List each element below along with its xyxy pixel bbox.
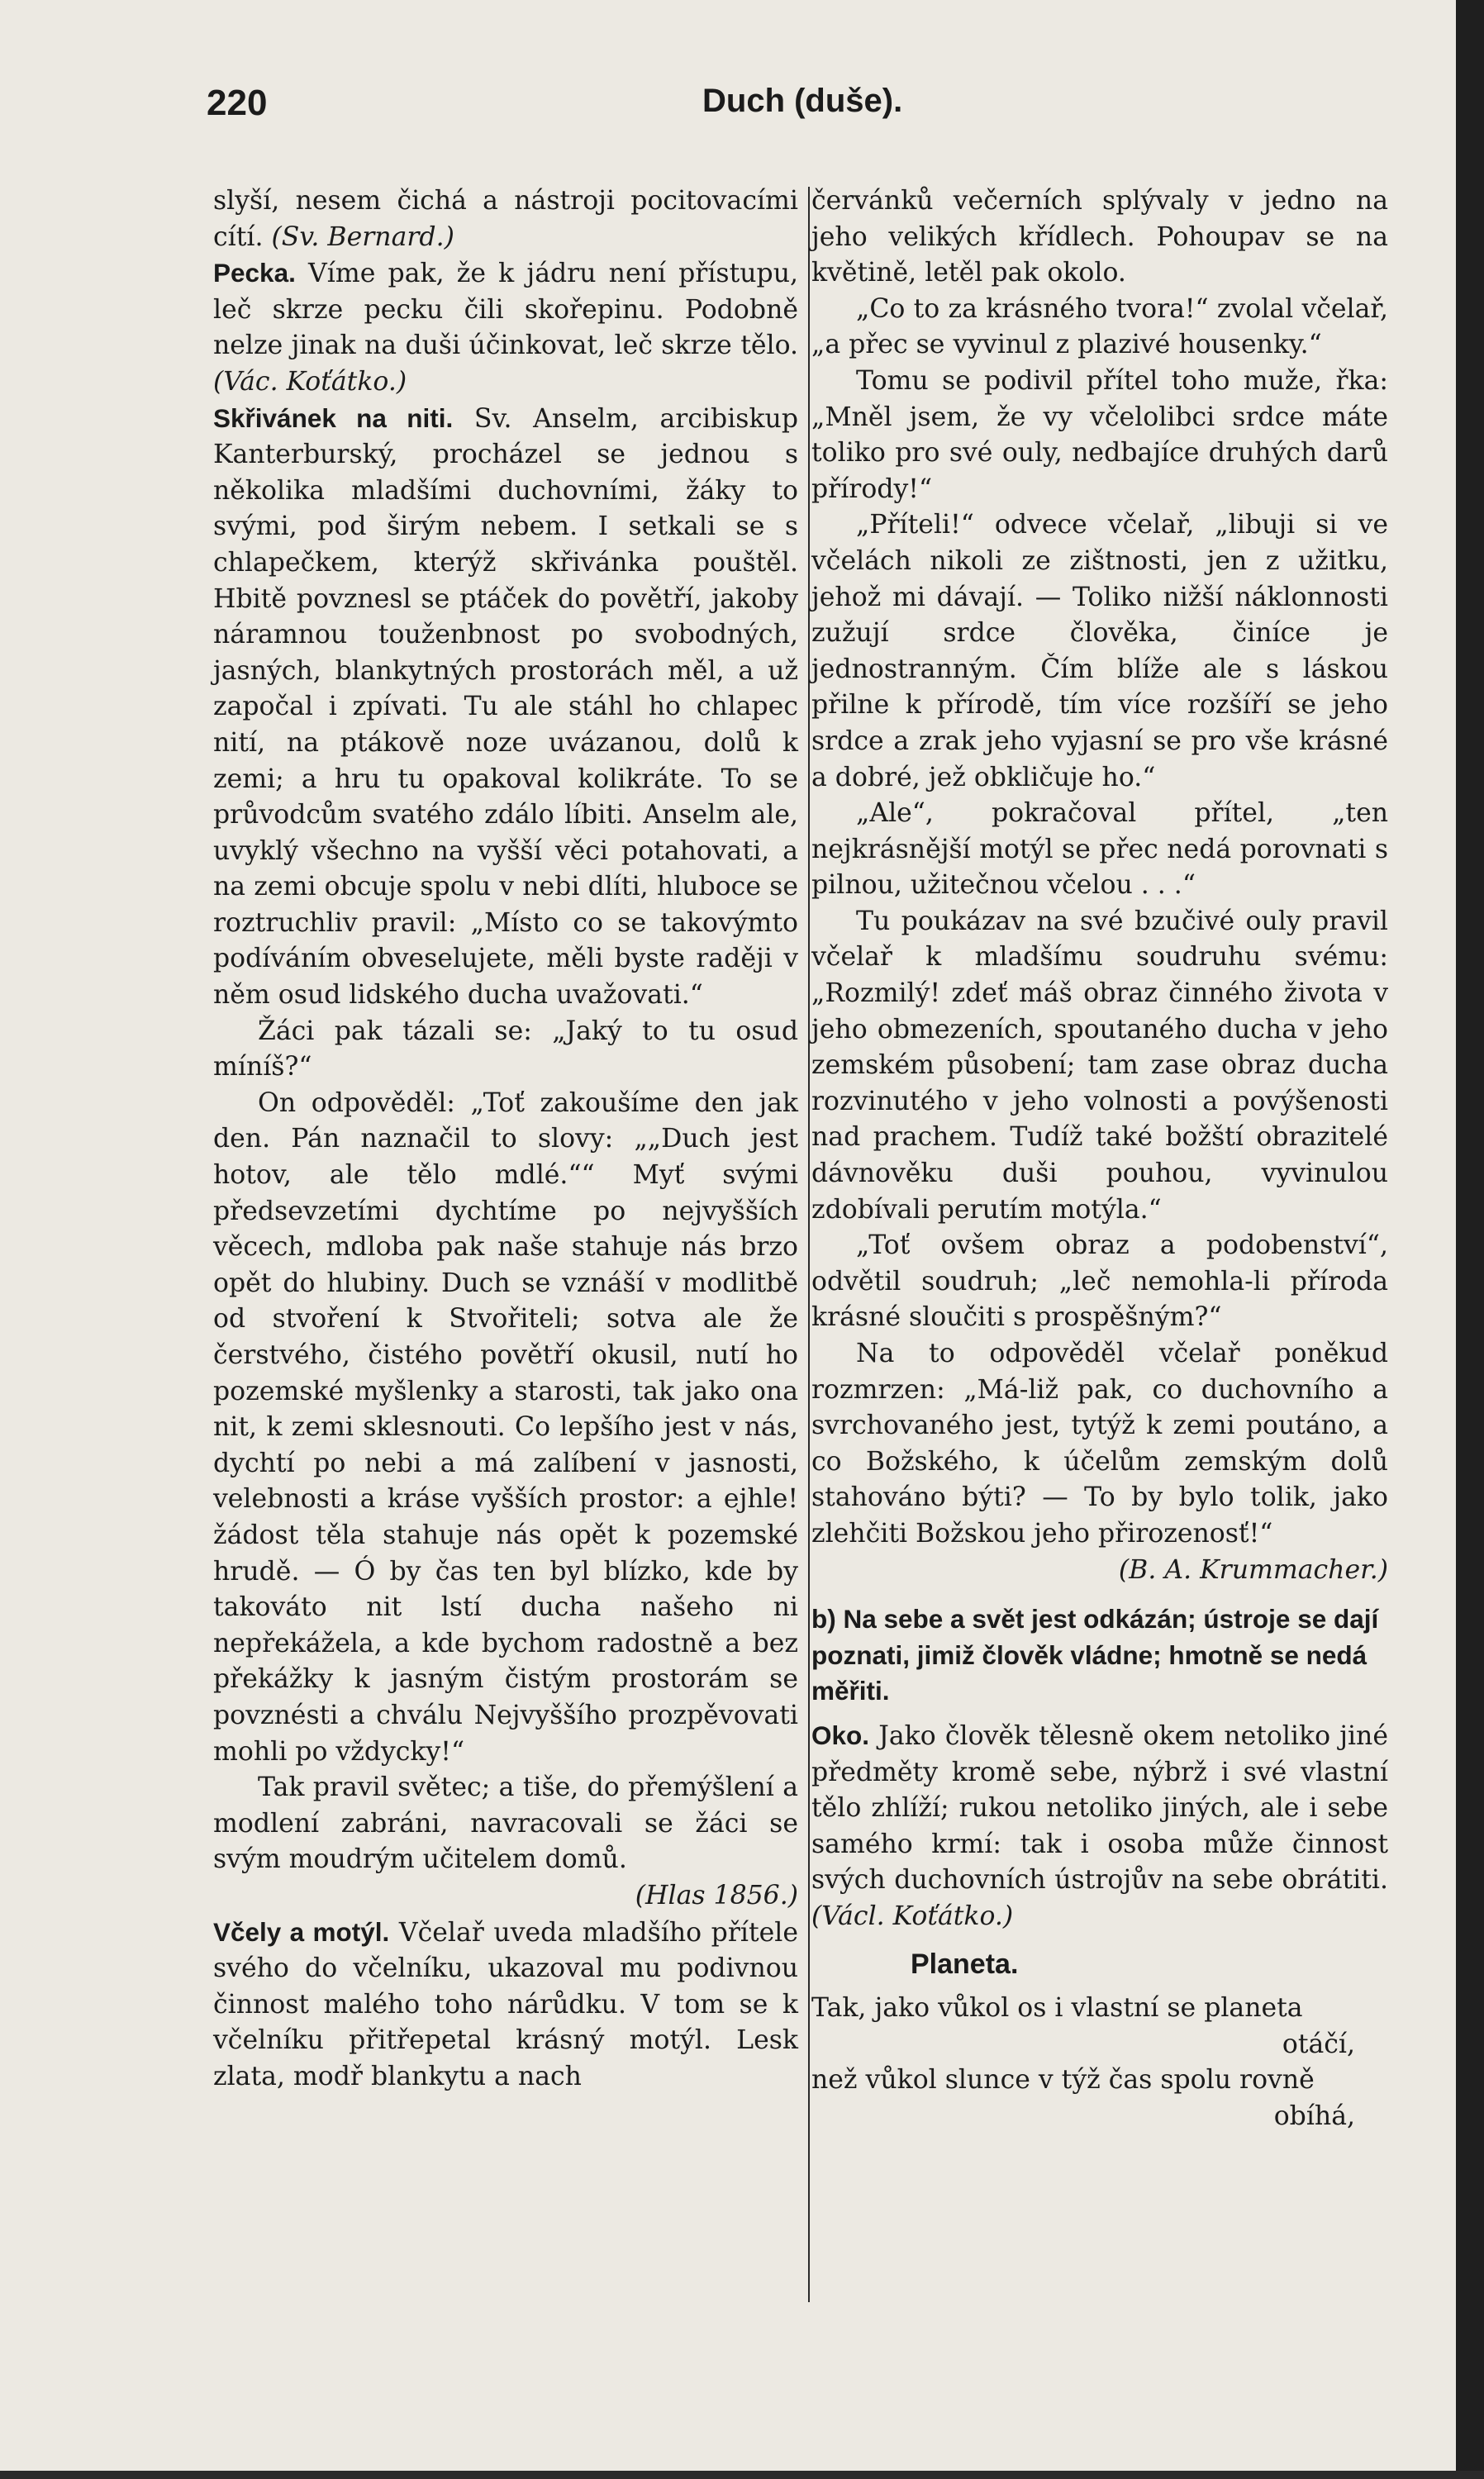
verse-line: obíhá, (1273, 2101, 1355, 2131)
source-citation: (Václ. Koťátko.) (811, 1901, 1014, 1931)
page-bottom-edge (0, 2471, 1484, 2479)
verse-line: Tak, jako vůkol os i vlastní se planeta (811, 1993, 1303, 2024)
page-number: 220 (207, 83, 268, 123)
entry-keyword: Včely a motýl. (213, 1916, 390, 1947)
entry-oko (811, 1718, 1388, 1935)
verse-line: než vůkol slunce v týž čas spolu rovně (811, 2065, 1315, 2096)
column-divider (808, 187, 810, 2302)
page-header (207, 83, 1388, 132)
paragraph: červánků večerních splývaly v jedno na jeho velikých křídlech. Pohoupav se na květině, letěl pak okolo. (811, 186, 1388, 288)
section-heading: b) Na sebe a svět jest odkázán; ústroje se dají poznati, jimiž člověk vládne; hmotně se nedá měřiti. (811, 1604, 1379, 1706)
entry-title-planeta: Planeta. (911, 1948, 1019, 1980)
entry-pecka (213, 255, 798, 400)
source-citation: (Vác. Koťátko.) (213, 366, 407, 397)
source-citation: (Sv. Bernard.) (271, 221, 454, 252)
left-column (213, 183, 798, 2095)
paragraph: Žáci pak tázali se: „Jaký to tu osud míníš?“ (213, 1016, 798, 1082)
paragraph: „Ale“, pokračoval přítel, „ten nejkrásnější motýl se přec nedá porovnati s pilnou, užitečnou včelou . . .“ (811, 798, 1388, 901)
source-citation: (B. A. Krummacher.) (1118, 1554, 1388, 1585)
right-column (811, 183, 1388, 2134)
source-citation-line (213, 1878, 798, 1915)
page-edge-shadow (1456, 0, 1484, 2479)
text: slyší, nesem čichá a nástroji pocitovacími cítí. (213, 186, 798, 252)
entry-text: Víme pak, že k jádru není přístupu, leč skrze pecku čili skořepinu. Podobně nelze jinak na duši účinkovat, leč skrze tělo. (213, 259, 798, 361)
paragraph: Tomu se podivil přítel toho muže, řka: „Mněl jsem, že vy včelolibci srdce máte toliko pro své ouly, nedbajíce druhých darů přírody!“ (811, 365, 1388, 504)
entry-text: Včelař uveda mladšího přítele svého do včelníku, ukazoval mu podivnou činnost malého toho nárůdku. V tom se k včelníku přitřepetal krásný motýl. Lesk zlata, modř blankytu a nach (213, 1917, 798, 2091)
paragraph: „Příteli!“ odvece včelař, „libuji si ve včelách nikoli ze zištnosti, jen z užitku, jehož mi dávají. — Toliko nižší náklonnosti zužují srdce člověka, činíce je jednostranným. Čím blíže ale s láskou přilne k přírodě, tím více rozšíří se jeho srdce a zrak jeho vyjasní se pro vše krásné a dobré, jež obkličuje ho.“ (811, 510, 1388, 792)
entry-keyword: Oko. (811, 1720, 870, 1750)
entry-keyword: Pecka. (213, 258, 296, 288)
paragraph: Tu poukázav na své bzučivé ouly pravil včelař k mladšímu soudruhu svému: „Rozmilý! zdeť máš obraz činného života v jeho obmezeních, spoutaného ducha v jeho zemském působení; tam zase obraz ducha rozvinutého v jeho volnosti a povýšenosti nad prachem. Tudíž také božští obrazitelé dávnověku duši pouhou, vyvinulou zdobívali perutím motýla.“ (811, 906, 1388, 1225)
source-citation-line (811, 1553, 1388, 1589)
paragraph: „Toť ovšem obraz a podobenství“, odvětil soudruh; „leč nemohla-li příroda krásné sloučiti s prospěšným?“ (811, 1230, 1388, 1333)
entry-text: Sv. Anselm, arcibiskup Kanterburský, procházel se jednou s několika mladšími duchovními, žáky to svými, pod širým nebem. I setkali se s chlapečkem, kterýž skřivánka pouštěl. Hbitě povznesl se ptáček do povětří, jakoby náramnou touženbnost po svobodných, jasných, blankytných prostorách měl, a už započal i zpívati. Tu ale stáhl ho chlapec nití, na ptákově noze uvázanou, dolů k zemi; a hru tu opakoval kolikráte. To se průvodcům svatého zdálo líbiti. Anselm ale, uvyklý všechno na vyšší věci potahovati, a na zemi obcuje spolu v nebi dlíti, hluboce se roztruchliv pravil: „Místo co se takovýmto podíváním obveselujete, měli byste raději v něm osud lidského ducha uvažovati.“ (213, 403, 798, 1011)
entry-text: Jako člověk tělesně okem netoliko jiné předměty kromě sebe, nýbrž i své vlastní tělo zhlíží; rukou netoliko jiných, ale i sebe samého krmí: tak i osoba může činnost svých duchovních ústrojův na sebe obrátiti. (811, 1720, 1388, 1896)
entry-vcely-a-motyl (213, 1915, 798, 2096)
verse-line: otáčí, (1282, 2029, 1355, 2059)
paragraph: On odpověděl: „Toť zakoušíme den jak den. Pán naznačil to slovy: „„Duch jest hotov, ale tělo mdlé.““ Myť svými předsevzetími dychtíme po nejvyšších věcech, mdloba pak naše stahuje nás brzo opět do hlubiny. Duch se vznáší v modlitbě od stvoření k Stvořiteli; sotva ale že čerstvého, čistého povětří okusil, nutí ho pozemské myšlenky a starosti, tak jako ona nit, k zemi sklesnouti. Co lepšího jest v nás, dychtí po nebi a má zalíbení v jasnosti, velebnosti a kráse vyšších prostor: a ejhle! žádost těla stahuje nás opět k pozemské hrudě. — Ó by čas ten byl blízko, kde by takováto nit lstí ducha našeho ni nepřekážela, a kde bychom radostně a bez překážky k jasným čistým prostorám se povznésti a chválu Nejvyššího prozpěvovati mohli po vždycky!“ (213, 1087, 798, 1767)
paragraph (213, 183, 798, 255)
entry-skrivanek (213, 401, 798, 1014)
entry-keyword: Skřivánek na niti. (213, 402, 454, 433)
paragraph: „Co to za krásného tvora!“ zvolal včelař, „a přec se vyvinul z plazivé housenky.“ (811, 293, 1388, 360)
paragraph: Tak pravil světec; a tiše, do přemýšlení a modlení zabráni, navracovali se žáci se svým moudrým učitelem domů. (213, 1772, 798, 1875)
source-citation: (Hlas 1856.) (635, 1880, 798, 1910)
running-head: Duch (duše). (702, 83, 903, 119)
paragraph: Na to odpověděl včelař poněkud rozmrzen: „Má-liž pak, co duchovního a svrchovaného jest, tytýž k zemi poutáno, a co Božského, k účelům zemským dolů stahováno býti? — To by bylo tolik, jako zlehčiti Božskou jeho přirozenosť!“ (811, 1339, 1388, 1549)
